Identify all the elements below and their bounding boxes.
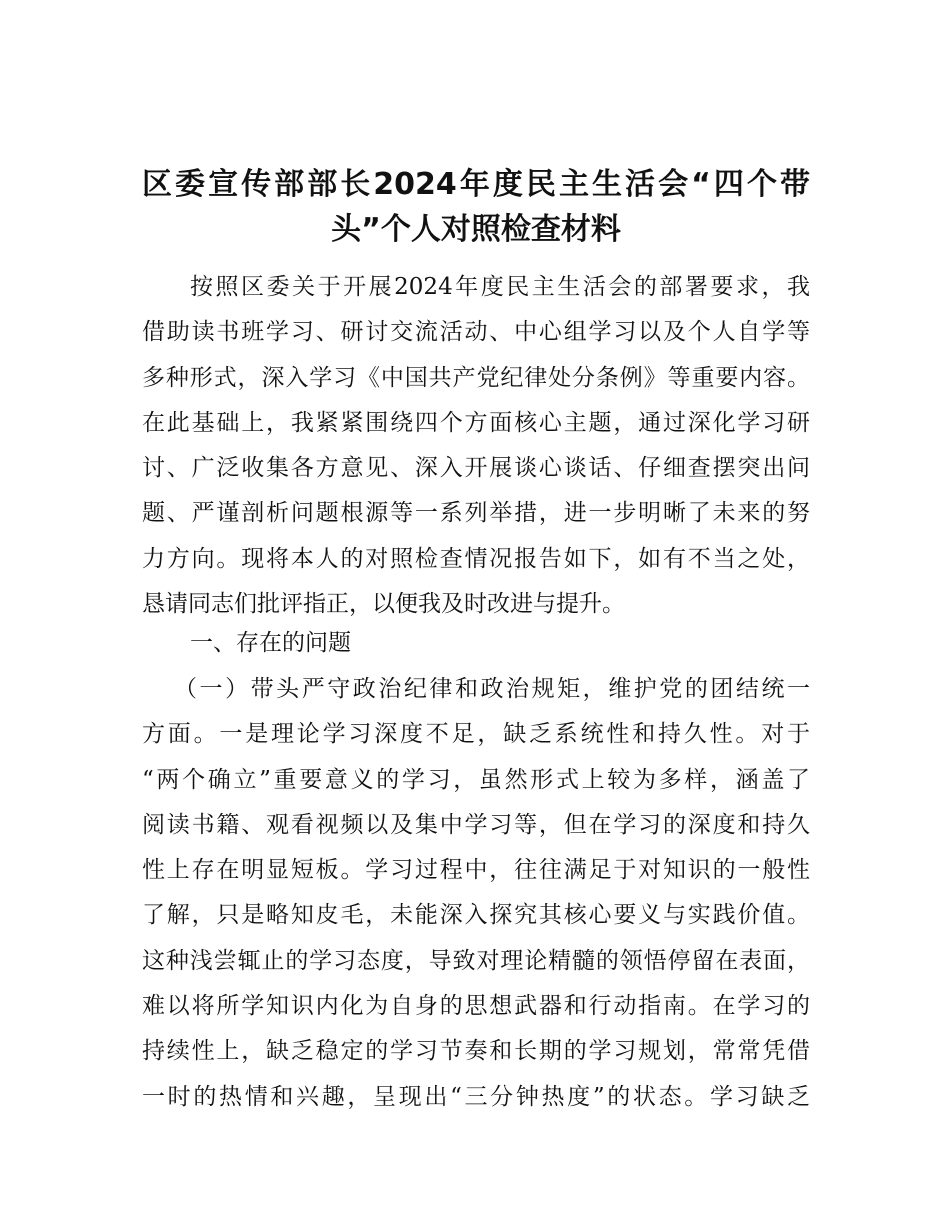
paragraph-line: 力方向。现将本人的对照检查情况报告如下，如有不当之处， — [142, 545, 810, 572]
paragraph-line: 这种浅尝辄止的学习态度，导致对理论精髓的领悟停留在表面， — [142, 947, 810, 974]
paragraph-line: 持续性上，缺乏稳定的学习节奏和长期的学习规划，常常凭借 — [142, 1038, 810, 1065]
paragraph-line: 多种形式，深入学习《中国共产党纪律处分条例》等重要内容。 — [142, 364, 810, 391]
paragraph-line: “两个确立”重要意义的学习，虽然形式上较为多样，涵盖了 — [142, 766, 810, 793]
paragraph-line: 题、严谨剖析问题根源等一系列举措，进一步明晰了未来的努 — [142, 500, 810, 527]
paragraph-line: 一时的热情和兴趣，呈现出“三分钟热度”的状态。学习缺乏 — [142, 1083, 810, 1110]
paragraph-line: 讨、广泛收集各方意见、深入开展谈心谈话、仔细查摆突出问 — [142, 455, 810, 482]
intro-paragraph — [142, 265, 810, 627]
paragraph-line: 性上存在明显短板。学习过程中，往往满足于对知识的一般性 — [142, 857, 810, 884]
paragraph-line: 了解，只是略知皮毛，未能深入探究其核心要义与实践价值。 — [142, 902, 810, 929]
paragraph-line: 恳请同志们批评指正，以便我及时改进与提升。 — [142, 591, 625, 618]
paragraph-line: 阅读书籍、观看视频以及集中学习等，但在学习的深度和持久 — [142, 811, 810, 838]
document-title-line-2: 头”个人对照检查材料 — [331, 212, 621, 247]
paragraph-line: 借助读书班学习、研讨交流活动、中心组学习以及个人自学等 — [142, 319, 810, 346]
section-heading: 一、存在的问题 — [190, 630, 351, 656]
paragraph-line: 方面。一是理论学习深度不足，缺乏系统性和持久性。对于 — [142, 721, 810, 748]
paragraph-line: 难以将所学知识内化为自身的思想武器和行动指南。在学习的 — [142, 993, 810, 1020]
section-heading-block — [142, 621, 810, 666]
paragraph-line: （一）带头严守政治纪律和政治规矩，维护党的团结统一 — [174, 676, 810, 702]
document-title-line-1: 区委宣传部部长2024年度民主生活会“四个带 — [142, 167, 810, 202]
paragraph-line: 按照区委关于开展2024年度民主生活会的部署要求，我 — [190, 274, 810, 300]
section1-paragraph — [142, 667, 810, 1120]
paragraph-line: 在此基础上，我紧紧围绕四个方面核心主题，通过深化学习研 — [142, 409, 810, 436]
